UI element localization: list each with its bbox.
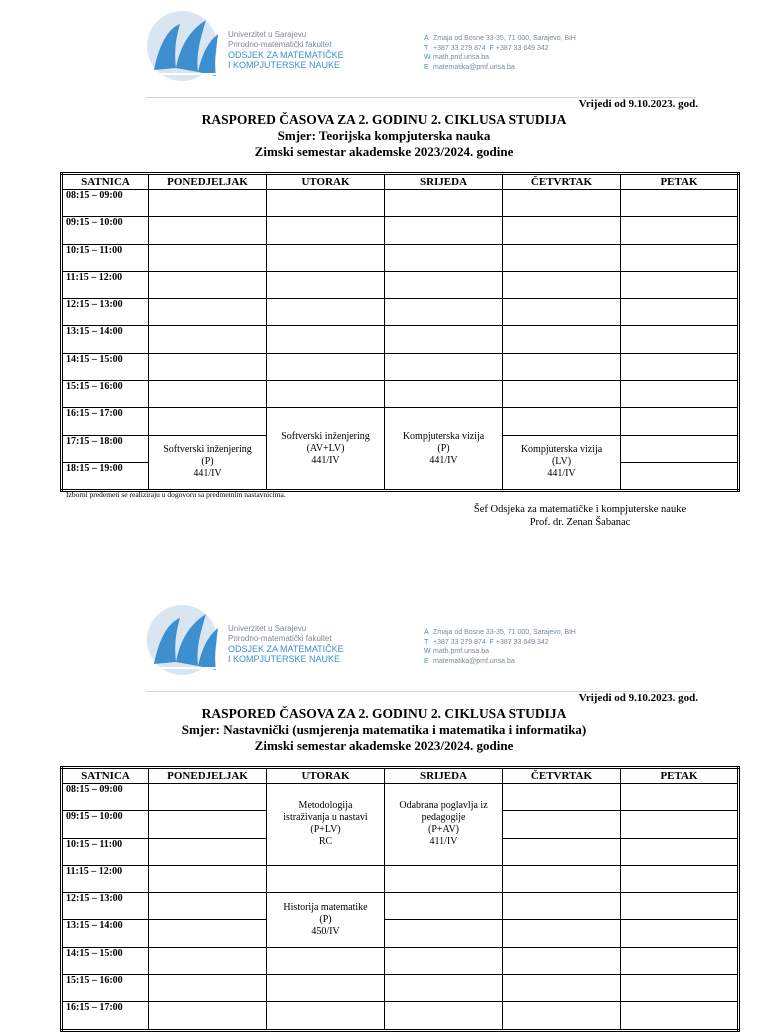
letterhead xyxy=(146,10,624,88)
table-row xyxy=(62,381,739,408)
schedule-table xyxy=(60,172,740,492)
class-block: Softverski inženjering (P) 441/IV xyxy=(149,435,267,491)
time-slot: 09:15 – 10:00 xyxy=(62,217,149,244)
table-row xyxy=(62,353,739,380)
faculty-logo-icon xyxy=(146,10,222,82)
col-header: PETAK xyxy=(621,768,739,784)
time-slot: 10:15 – 11:00 xyxy=(62,244,149,271)
time-slot: 09:15 – 10:00 xyxy=(62,811,149,838)
schedule-title: RASPORED ČASOVA ZA 2. GODINU 2. CIKLUSA STUDIJA xyxy=(201,706,567,721)
footnote: Izborni predemeti se realiziraju u dogovoru sa predmetnim nastavnicima. xyxy=(66,490,286,499)
table-header-row xyxy=(62,174,739,190)
table-row xyxy=(62,190,739,217)
valid-from: Vrijedi od 9.10.2023. god. xyxy=(578,98,698,110)
table-row xyxy=(62,326,739,353)
valid-from: Vrijedi od 9.10.2023. god. xyxy=(578,692,698,704)
time-slot: 15:15 – 16:00 xyxy=(62,975,149,1002)
time-slot: 16:15 – 17:00 xyxy=(62,1002,149,1030)
time-slot: 14:15 – 15:00 xyxy=(62,353,149,380)
col-header: SRIJEDA xyxy=(385,768,503,784)
signature-block: Šef Odsjeka za matematičke i kompjuterske nauke Prof. dr. Zenan Šabanac xyxy=(473,504,687,528)
time-slot: 13:15 – 14:00 xyxy=(62,326,149,353)
time-slot: 18:15 – 19:00 xyxy=(62,462,149,490)
schedule-smjer: Smjer: Teorijska kompjuterska nauka xyxy=(277,128,491,143)
class-block: Kompjuterska vizija (LV) 441/IV xyxy=(503,435,621,491)
table-row xyxy=(62,299,739,326)
contact-block: A Zmaja od Bosne 33-35, 71 000, Sarajevo, BiH T +387 33 279 874 F +387 33 649 342 W math.pmf.unsa.ba E matematika@pmf.unsa.ba xyxy=(424,629,576,665)
col-header: SATNICA xyxy=(62,768,149,784)
table-row xyxy=(62,920,739,947)
class-block: Kompjuterska vizija (P) 441/IV xyxy=(385,408,503,491)
time-slot: 11:15 – 12:00 xyxy=(62,865,149,892)
time-slot: 08:15 – 09:00 xyxy=(62,190,149,217)
schedule-titles xyxy=(0,706,768,754)
col-header: UTORAK xyxy=(267,174,385,190)
table-header-row xyxy=(62,768,739,784)
time-slot: 17:15 – 18:00 xyxy=(62,435,149,462)
class-block: Softverski inženjering (AV+LV) 441/IV xyxy=(267,408,385,491)
schedule-smjer: Smjer: Nastavnički (usmjerenja matematika i matematika i informatika) xyxy=(181,722,587,737)
schedule-semester: Zimski semestar akademske 2023/2024. godine xyxy=(254,144,514,159)
col-header: ČETVRTAK xyxy=(503,174,621,190)
class-block: Odabrana poglavlja iz pedagogije (P+AV) 411/IV xyxy=(385,784,503,866)
time-slot: 16:15 – 17:00 xyxy=(62,408,149,435)
schedule-semester: Zimski semestar akademske 2023/2024. godine xyxy=(254,738,514,753)
time-slot: 12:15 – 13:00 xyxy=(62,299,149,326)
col-header: SATNICA xyxy=(62,174,149,190)
time-slot: 13:15 – 14:00 xyxy=(62,920,149,947)
schedule-titles xyxy=(0,112,768,160)
time-slot: 12:15 – 13:00 xyxy=(62,893,149,920)
time-slot: 08:15 – 09:00 xyxy=(62,784,149,811)
time-slot: 10:15 – 11:00 xyxy=(62,838,149,865)
class-block: Historija matematike (P) 450/IV xyxy=(267,893,385,948)
table-row xyxy=(62,784,739,811)
contact-block: A Zmaja od Bosne 33-35, 71 000, Sarajevo, BiH T +387 33 279 874 F +387 33 649 342 W math.pmf.unsa.ba E matematika@pmf.unsa.ba xyxy=(424,35,576,71)
table-row xyxy=(62,947,739,974)
table-row xyxy=(62,408,739,435)
table-row xyxy=(62,865,739,892)
table-row xyxy=(62,244,739,271)
table-row xyxy=(62,1002,739,1030)
class-block: Metodologija istraživanja u nastavi (P+LV) RC xyxy=(267,784,385,866)
time-slot: 14:15 – 15:00 xyxy=(62,947,149,974)
col-header: PETAK xyxy=(621,174,739,190)
col-header: UTORAK xyxy=(267,768,385,784)
university-name: Univerzitet u Sarajevu Prirodno-matematički fakultet ODSJEK ZA MATEMATIČKE I KOMPJUTERSKE NAUKE xyxy=(228,30,344,70)
table-row xyxy=(62,271,739,298)
table-row xyxy=(62,893,739,920)
letterhead xyxy=(146,604,624,682)
col-header: PONEDJELJAK xyxy=(149,174,267,190)
time-slot: 15:15 – 16:00 xyxy=(62,381,149,408)
schedule-table xyxy=(60,766,740,1032)
table-row xyxy=(62,217,739,244)
table-row xyxy=(62,975,739,1002)
col-header: ČETVRTAK xyxy=(503,768,621,784)
faculty-logo-icon xyxy=(146,604,222,676)
time-slot: 11:15 – 12:00 xyxy=(62,271,149,298)
col-header: PONEDJELJAK xyxy=(149,768,267,784)
schedule-title: RASPORED ČASOVA ZA 2. GODINU 2. CIKLUSA STUDIJA xyxy=(201,112,567,127)
col-header: SRIJEDA xyxy=(385,174,503,190)
university-name: Univerzitet u Sarajevu Prirodno-matematički fakultet ODSJEK ZA MATEMATIČKE I KOMPJUTERSKE NAUKE xyxy=(228,624,344,664)
